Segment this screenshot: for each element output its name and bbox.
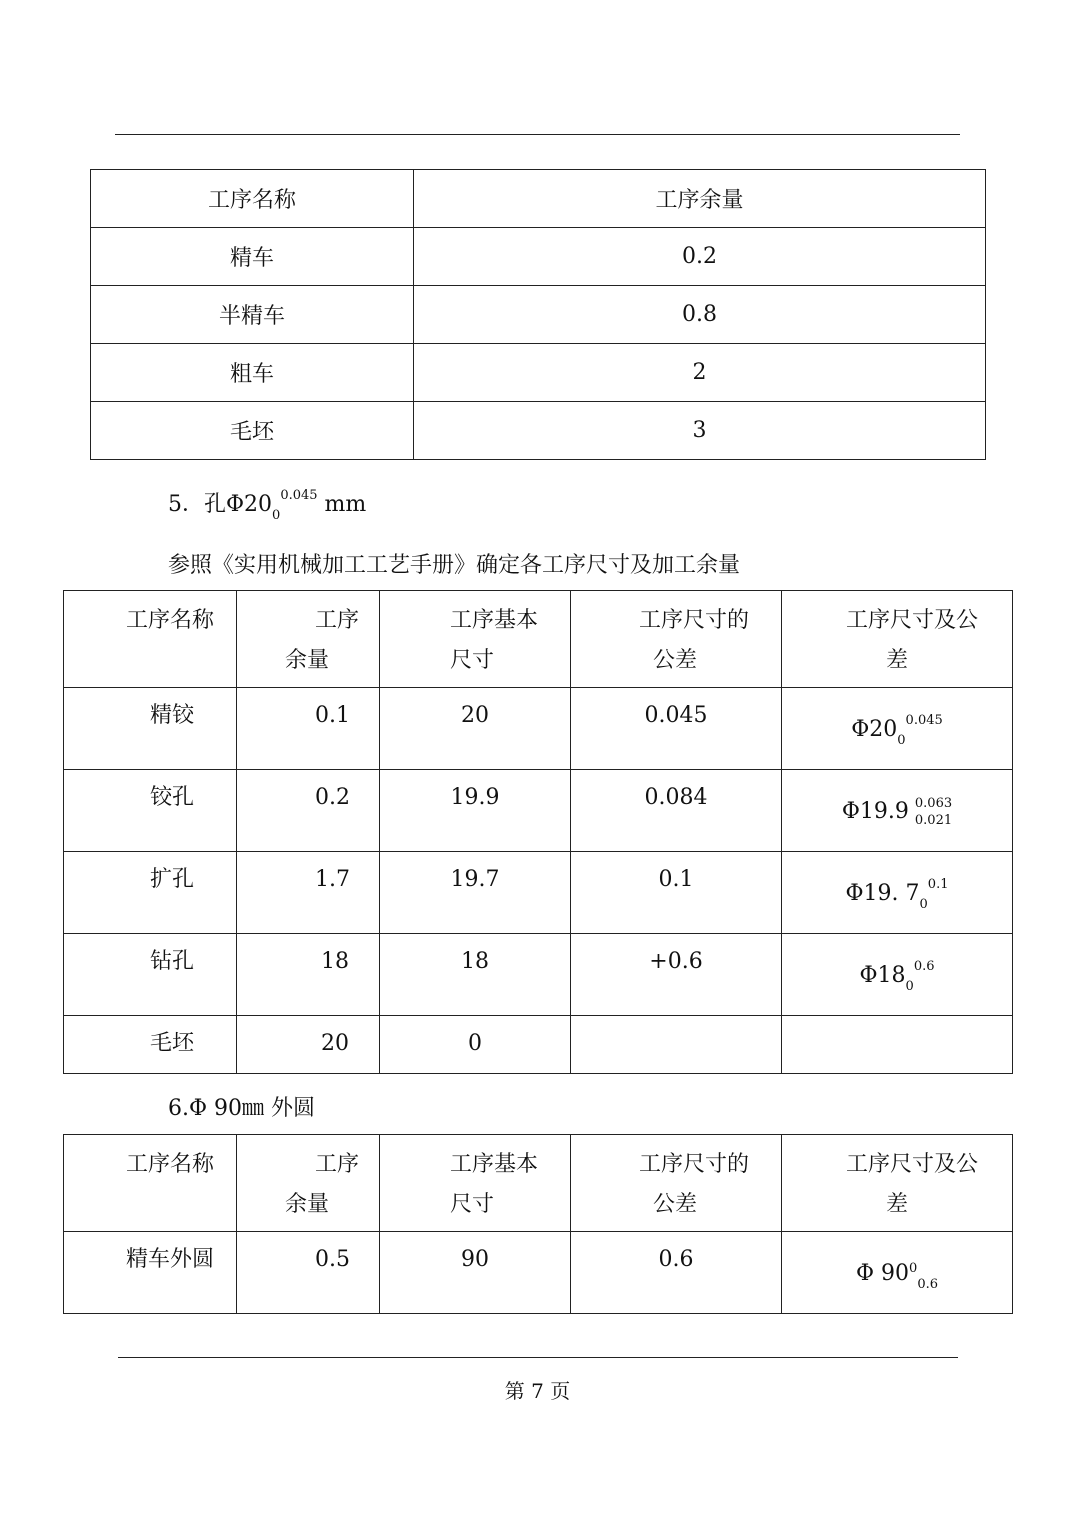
basic-size-cell: 18 <box>380 934 571 1016</box>
dimension-cell: Φ19. $7_0^{0.1}$ <box>782 852 1013 934</box>
table-row <box>64 1016 1013 1074</box>
basic-size-cell: 90 <box>380 1232 571 1314</box>
allowance-cell: 0.2 <box>237 770 380 852</box>
table-row <box>64 934 1013 1016</box>
process-name-cell: 精车 <box>91 228 414 286</box>
section-5-unit: mm <box>324 492 367 517</box>
process-name-cell: 精铰 <box>64 688 237 770</box>
table-header-row <box>64 1135 1013 1232</box>
process-name-cell: 精车外圆 <box>64 1232 237 1314</box>
process-name-cell: 铰孔 <box>64 770 237 852</box>
table-row <box>64 770 1013 852</box>
table-row <box>64 852 1013 934</box>
table-row <box>91 402 986 460</box>
allowance-cell: 2 <box>414 344 986 402</box>
tolerance-cell: 0.6 <box>571 1232 782 1314</box>
header-rule <box>115 134 960 135</box>
basic-size-cell: 0 <box>380 1016 571 1074</box>
tolerance-cell: 0.084 <box>571 770 782 852</box>
allowance-cell: 0.8 <box>414 286 986 344</box>
footer-rule <box>118 1357 958 1358</box>
tolerance-cell: 0.045 <box>571 688 782 770</box>
page-number: 第 7 页 <box>504 1379 571 1403</box>
dimension-cell: $\Phi 20_0^{0.045}$ <box>782 688 1013 770</box>
table-row <box>91 228 986 286</box>
table-row <box>64 688 1013 770</box>
allowance-cell: 0.1 <box>237 688 380 770</box>
tolerance-cell: +0.6 <box>571 934 782 1016</box>
process-name-cell: 半精车 <box>91 286 414 344</box>
header-cell: 工序尺寸的 公差 <box>571 1135 782 1232</box>
section-5-sub: 0 <box>272 508 281 523</box>
table-row <box>64 1232 1013 1314</box>
table-header-row <box>91 170 986 228</box>
basic-size-cell: 19.9 <box>380 770 571 852</box>
tolerance-cell <box>571 1016 782 1074</box>
table-row <box>91 344 986 402</box>
basic-size-cell: 19.7 <box>380 852 571 934</box>
basic-size-cell: 20 <box>380 688 571 770</box>
process-name-cell: 毛坯 <box>91 402 414 460</box>
section-6-heading: 6.Φ 90㎜ 外圆 <box>168 1096 316 1121</box>
section-5-heading <box>168 487 367 523</box>
dimension-cell: $\Phi 18_0^{0.6}$ <box>782 934 1013 1016</box>
allowance-cell: 20 <box>237 1016 380 1074</box>
header-cell: 工序尺寸及公 差 <box>782 1135 1013 1232</box>
header-cell: 工序 余量 <box>237 591 380 688</box>
process-name-cell: 扩孔 <box>64 852 237 934</box>
reference-line: 参照《实用机械加工工艺手册》确定各工序尺寸及加工余量 <box>168 553 741 578</box>
dimension-cell: Φ19.9 0.063 0.021 <box>782 770 1013 852</box>
allowance-cell: 1.7 <box>237 852 380 934</box>
hole-process-table <box>63 590 1013 1074</box>
section-5-sup: 0.045 <box>280 488 318 503</box>
process-name-cell: 钻孔 <box>64 934 237 1016</box>
table-row <box>91 286 986 344</box>
tolerance-cell: 0.1 <box>571 852 782 934</box>
header-cell: 工序尺寸的 公差 <box>571 591 782 688</box>
allowance-cell: 0.5 <box>237 1232 380 1314</box>
allowance-cell: 0.2 <box>414 228 986 286</box>
header-cell: 工序基本 尺寸 <box>380 1135 571 1232</box>
header-cell: 工序名称 <box>64 591 237 688</box>
header-cell: 工序尺寸及公 差 <box>782 591 1013 688</box>
header-cell: 工序名称 <box>91 170 414 228</box>
allowance-table <box>90 169 986 460</box>
header-cell: 工序 余量 <box>237 1135 380 1232</box>
header-cell: 工序名称 <box>64 1135 237 1232</box>
section-5-prefix: 5．孔Φ20 <box>168 492 273 517</box>
allowance-cell: 18 <box>237 934 380 1016</box>
outer-circle-table <box>63 1134 1013 1314</box>
header-cell: 工序基本 尺寸 <box>380 591 571 688</box>
header-cell: 工序余量 <box>414 170 986 228</box>
process-name-cell: 毛坯 <box>64 1016 237 1074</box>
dimension-cell: Φ $90^0_{0.6}$ <box>782 1232 1013 1314</box>
process-name-cell: 粗车 <box>91 344 414 402</box>
allowance-cell: 3 <box>414 402 986 460</box>
dimension-cell <box>782 1016 1013 1074</box>
table-header-row <box>64 591 1013 688</box>
